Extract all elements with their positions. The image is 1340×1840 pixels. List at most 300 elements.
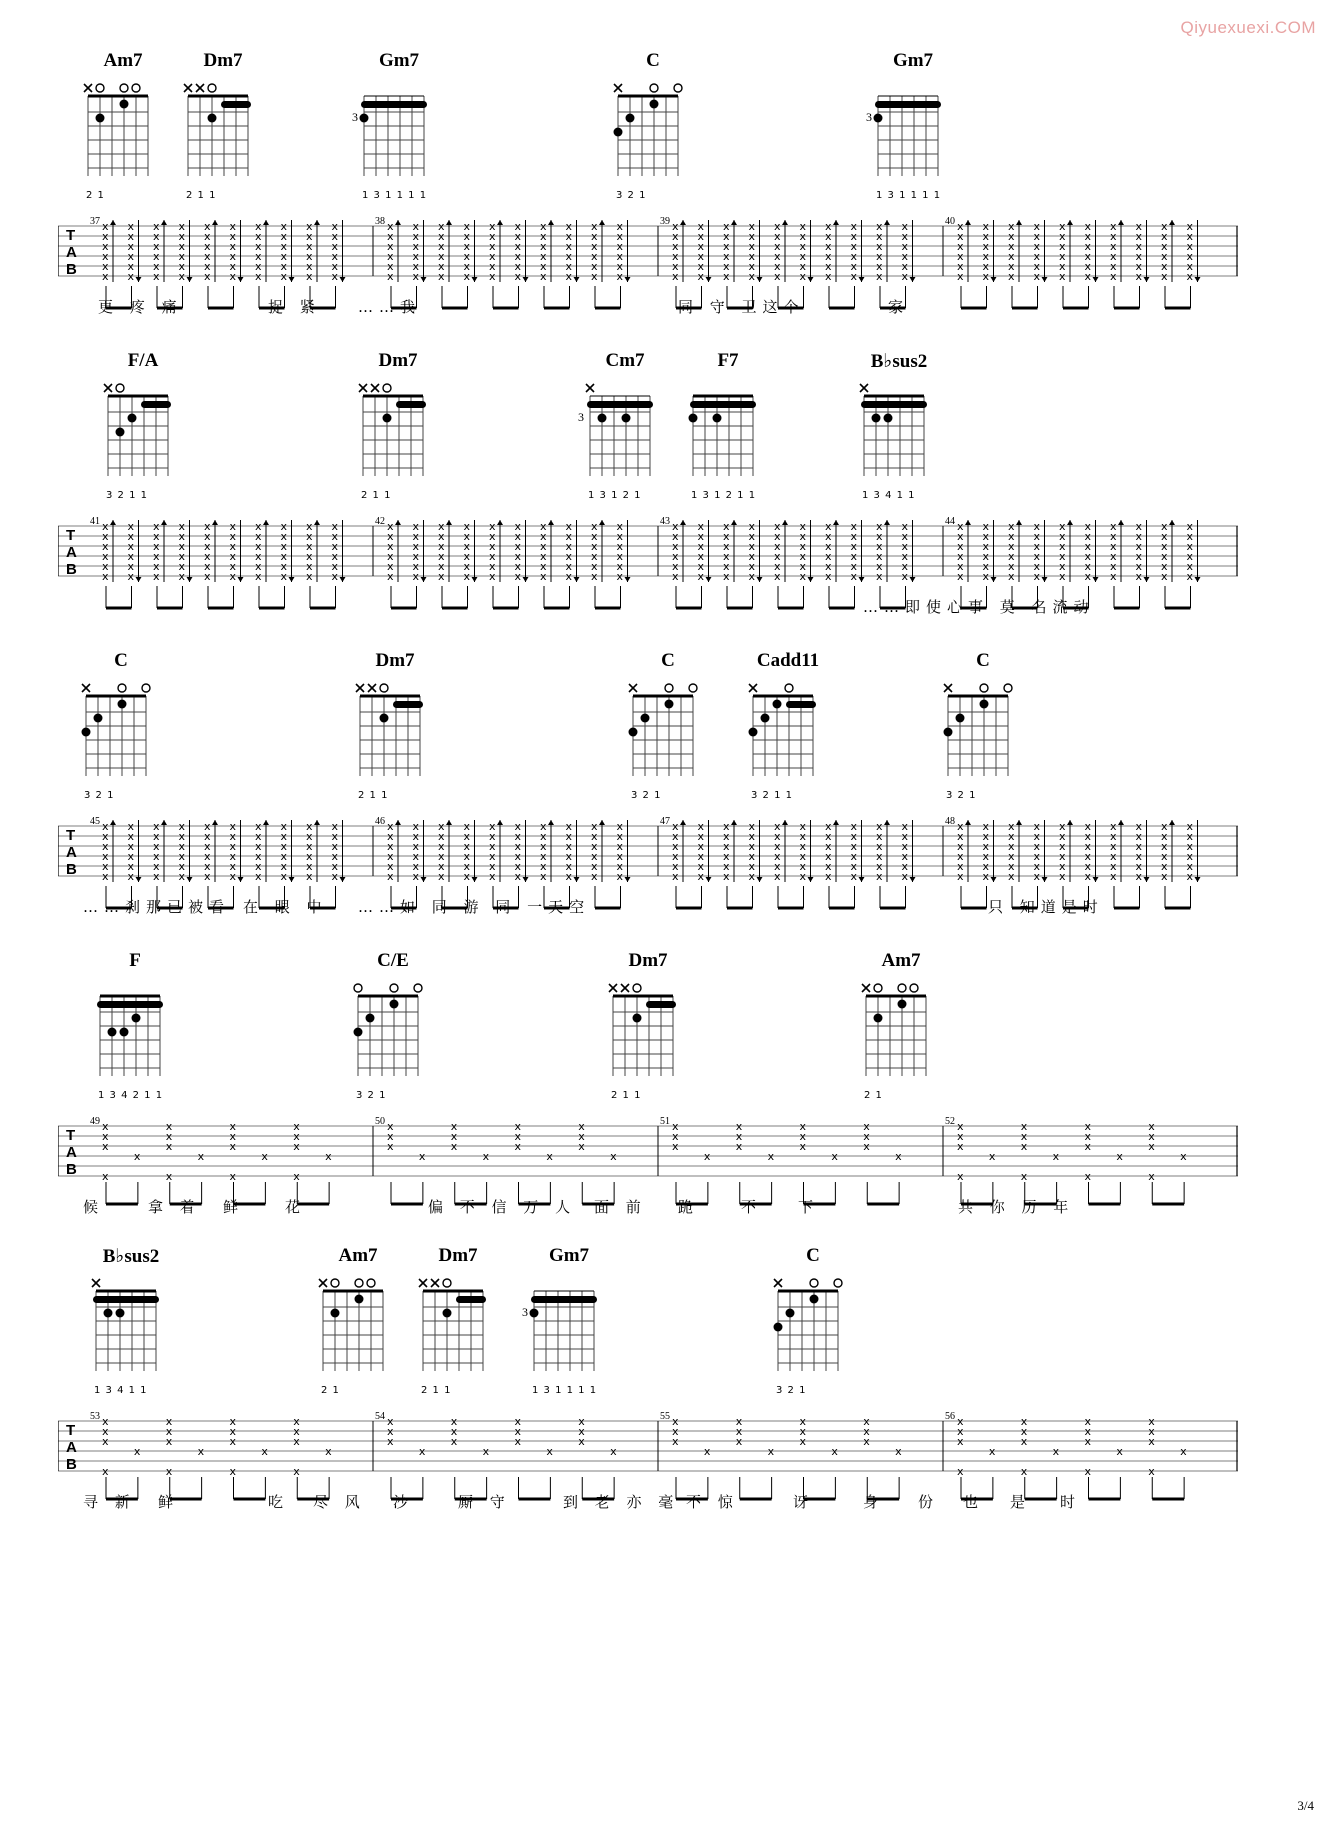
svg-text:x: x <box>127 860 135 873</box>
svg-text:x: x <box>1084 1120 1092 1133</box>
svg-text:x: x <box>331 220 339 233</box>
svg-text:x: x <box>450 1425 458 1438</box>
svg-text:x: x <box>540 270 547 283</box>
svg-text:x: x <box>1116 1445 1123 1458</box>
svg-text:x: x <box>387 830 394 843</box>
svg-text:x: x <box>1059 250 1066 263</box>
svg-text:x: x <box>331 550 339 563</box>
svg-text:x: x <box>748 830 756 843</box>
svg-text:x: x <box>1033 240 1041 253</box>
svg-text:x: x <box>774 530 781 543</box>
svg-text:x: x <box>774 220 781 233</box>
svg-text:x: x <box>165 1415 173 1428</box>
svg-text:x: x <box>957 1170 964 1183</box>
svg-text:x: x <box>514 870 522 883</box>
chord-name: C <box>646 50 660 71</box>
svg-text:x: x <box>1084 1140 1092 1153</box>
open-marker <box>810 1279 818 1287</box>
svg-text:x: x <box>102 830 109 843</box>
svg-text:x: x <box>438 540 445 553</box>
finger-numbers: 1 3 4 1 1 <box>94 1385 148 1396</box>
svg-text:x: x <box>1059 540 1066 553</box>
svg-text:x: x <box>748 820 756 833</box>
svg-text:x: x <box>748 260 756 273</box>
svg-text:x: x <box>255 540 262 553</box>
svg-text:x: x <box>799 1120 807 1133</box>
chord-name: F <box>129 950 141 971</box>
svg-text:x: x <box>850 560 858 573</box>
svg-text:x: x <box>127 220 135 233</box>
finger-dot <box>108 1028 117 1037</box>
svg-text:x: x <box>957 860 964 873</box>
svg-text:x: x <box>178 540 186 553</box>
chord-diagram <box>353 376 445 506</box>
svg-text:x: x <box>1186 530 1194 543</box>
svg-text:x: x <box>306 260 313 273</box>
svg-text:x: x <box>825 270 832 283</box>
svg-text:x: x <box>672 570 679 583</box>
measure-number: 51 <box>660 1116 670 1127</box>
svg-text:x: x <box>957 1130 964 1143</box>
svg-text:x: x <box>463 520 471 533</box>
lyric-text: 不 <box>741 1198 763 1216</box>
score-system <box>58 350 1298 640</box>
chord-name: F7 <box>717 350 739 371</box>
svg-text:x: x <box>799 220 807 233</box>
svg-text:x: x <box>133 1150 141 1163</box>
svg-text:x: x <box>1135 560 1143 573</box>
svg-text:x: x <box>957 260 964 273</box>
svg-text:x: x <box>1059 820 1066 833</box>
chord-name: Dm7 <box>375 650 415 671</box>
finger-numbers: 2 1 1 <box>361 490 392 501</box>
svg-text:x: x <box>1186 230 1194 243</box>
chord-diagram <box>768 1271 860 1401</box>
svg-text:x: x <box>723 230 730 243</box>
svg-text:x: x <box>1008 220 1015 233</box>
svg-text:x: x <box>565 220 573 233</box>
svg-text:x: x <box>1059 220 1066 233</box>
svg-text:x: x <box>957 520 964 533</box>
svg-text:x: x <box>1186 270 1194 283</box>
svg-text:x: x <box>672 1415 679 1428</box>
svg-text:x: x <box>102 1140 109 1153</box>
svg-text:x: x <box>1033 540 1041 553</box>
svg-text:x: x <box>799 840 807 853</box>
chord-name: F/A <box>127 350 159 371</box>
svg-text:x: x <box>127 520 135 533</box>
svg-text:x: x <box>825 240 832 253</box>
measure-number: 54 <box>375 1411 385 1422</box>
lyric-text: 只 知道是时 <box>988 898 1104 916</box>
svg-text:x: x <box>774 860 781 873</box>
chord-diagram <box>98 376 190 506</box>
svg-text:x: x <box>438 260 445 273</box>
svg-text:x: x <box>178 840 186 853</box>
finger-dot <box>530 1309 539 1318</box>
svg-text:x: x <box>901 520 909 533</box>
svg-text:x: x <box>1135 260 1143 273</box>
svg-text:x: x <box>1135 250 1143 263</box>
chord-diagram <box>854 376 946 506</box>
svg-text:x: x <box>697 530 705 543</box>
measure-number: 44 <box>945 516 955 527</box>
svg-text:x: x <box>895 1445 902 1458</box>
finger-dot <box>761 714 770 723</box>
finger-dot <box>884 414 893 423</box>
svg-text:x: x <box>489 540 496 553</box>
open-marker <box>367 1279 375 1287</box>
svg-text:x: x <box>463 270 471 283</box>
svg-text:x: x <box>1008 230 1015 243</box>
lyric-text: 捉 紧 <box>268 298 321 316</box>
svg-text:x: x <box>672 560 679 573</box>
svg-text:x: x <box>901 270 909 283</box>
svg-text:x: x <box>723 830 730 843</box>
svg-text:x: x <box>540 830 547 843</box>
svg-text:x: x <box>255 270 262 283</box>
svg-text:x: x <box>127 840 135 853</box>
svg-text:x: x <box>565 860 573 873</box>
svg-text:x: x <box>280 570 288 583</box>
svg-text:x: x <box>229 1425 237 1438</box>
svg-text:x: x <box>1186 820 1194 833</box>
svg-text:x: x <box>514 230 522 243</box>
svg-text:x: x <box>1008 550 1015 563</box>
svg-text:B: B <box>66 1456 77 1473</box>
finger-numbers: 1 3 1 2 1 <box>588 490 642 501</box>
measure-number: 53 <box>90 1411 100 1422</box>
svg-text:x: x <box>229 230 237 243</box>
barre-mark <box>93 1296 159 1303</box>
svg-text:x: x <box>825 540 832 553</box>
svg-text:x: x <box>774 850 781 863</box>
svg-text:x: x <box>450 1120 458 1133</box>
svg-text:x: x <box>1008 830 1015 843</box>
svg-text:x: x <box>697 250 705 263</box>
svg-text:x: x <box>540 840 547 853</box>
svg-text:x: x <box>1059 240 1066 253</box>
finger-dot <box>786 1309 795 1318</box>
svg-text:x: x <box>412 230 420 243</box>
svg-text:x: x <box>723 240 730 253</box>
svg-text:x: x <box>204 570 211 583</box>
svg-text:x: x <box>578 1140 585 1153</box>
svg-text:x: x <box>616 240 624 253</box>
finger-dot <box>774 1323 783 1332</box>
mute-marker <box>82 684 90 692</box>
svg-text:x: x <box>102 530 109 543</box>
svg-text:x: x <box>165 1435 173 1448</box>
svg-text:x: x <box>1020 1435 1028 1448</box>
svg-text:x: x <box>1008 540 1015 553</box>
svg-text:x: x <box>204 560 211 573</box>
svg-text:x: x <box>672 540 679 553</box>
finger-dot <box>355 1295 364 1304</box>
svg-text:x: x <box>616 540 624 553</box>
barre-mark <box>646 1001 676 1008</box>
chord-diagram <box>178 76 270 206</box>
finger-dot <box>980 700 989 709</box>
svg-text:x: x <box>982 270 990 283</box>
svg-text:x: x <box>1148 1140 1155 1153</box>
svg-text:x: x <box>463 820 471 833</box>
svg-text:x: x <box>1033 530 1041 543</box>
svg-text:x: x <box>850 240 858 253</box>
svg-text:x: x <box>1110 550 1117 563</box>
svg-text:x: x <box>540 230 547 243</box>
svg-text:x: x <box>1110 240 1117 253</box>
svg-text:x: x <box>982 250 990 263</box>
open-marker <box>898 984 906 992</box>
svg-text:x: x <box>723 540 730 553</box>
measure-number: 46 <box>375 816 385 827</box>
svg-text:x: x <box>438 270 445 283</box>
svg-text:x: x <box>957 850 964 863</box>
lyric-text: 偏 不 信 万 人 <box>428 1198 577 1216</box>
svg-text:x: x <box>748 220 756 233</box>
svg-text:x: x <box>255 850 262 863</box>
svg-text:T: T <box>66 827 76 844</box>
svg-text:x: x <box>565 850 573 863</box>
svg-text:x: x <box>774 520 781 533</box>
svg-text:x: x <box>774 570 781 583</box>
svg-text:x: x <box>293 1130 300 1143</box>
svg-text:x: x <box>463 830 471 843</box>
svg-text:x: x <box>1059 560 1066 573</box>
svg-text:x: x <box>1110 270 1117 283</box>
measure-number: 38 <box>375 216 385 227</box>
svg-text:x: x <box>331 840 339 853</box>
measure-number: 55 <box>660 1411 670 1422</box>
svg-text:x: x <box>412 220 420 233</box>
svg-text:x: x <box>1020 1140 1028 1153</box>
svg-text:x: x <box>540 250 547 263</box>
svg-text:x: x <box>1033 250 1041 263</box>
svg-text:x: x <box>514 860 522 873</box>
finger-dot <box>366 1014 375 1023</box>
chord-name: Am7 <box>103 50 143 71</box>
svg-text:x: x <box>387 220 394 233</box>
svg-text:x: x <box>774 540 781 553</box>
svg-text:x: x <box>229 830 237 843</box>
svg-text:x: x <box>280 540 288 553</box>
svg-text:x: x <box>1084 560 1092 573</box>
svg-text:x: x <box>672 220 679 233</box>
svg-text:x: x <box>901 250 909 263</box>
svg-text:x: x <box>591 250 598 263</box>
svg-text:x: x <box>1186 830 1194 843</box>
lyric-text: ……我 <box>358 298 422 316</box>
svg-text:x: x <box>514 520 522 533</box>
svg-text:x: x <box>1161 570 1168 583</box>
svg-text:x: x <box>1084 530 1092 543</box>
svg-text:x: x <box>825 260 832 273</box>
svg-text:x: x <box>1186 860 1194 873</box>
svg-text:x: x <box>229 220 237 233</box>
svg-text:x: x <box>672 860 679 873</box>
svg-text:x: x <box>799 870 807 883</box>
svg-text:x: x <box>1110 530 1117 543</box>
svg-text:x: x <box>514 270 522 283</box>
svg-text:x: x <box>850 870 858 883</box>
chord-name: Am7 <box>338 1245 378 1266</box>
svg-text:x: x <box>591 870 598 883</box>
svg-text:x: x <box>723 250 730 263</box>
svg-text:x: x <box>901 530 909 543</box>
svg-text:x: x <box>697 520 705 533</box>
svg-text:x: x <box>799 530 807 543</box>
svg-text:x: x <box>387 540 394 553</box>
svg-text:x: x <box>697 860 705 873</box>
svg-text:x: x <box>280 850 288 863</box>
svg-text:x: x <box>616 830 624 843</box>
svg-text:x: x <box>153 850 160 863</box>
open-marker <box>118 684 126 692</box>
svg-text:x: x <box>293 1415 300 1428</box>
svg-text:x: x <box>514 840 522 853</box>
svg-text:x: x <box>387 1130 394 1143</box>
mute-marker <box>92 1279 100 1287</box>
svg-text:x: x <box>1148 1120 1155 1133</box>
finger-dot <box>749 728 758 737</box>
svg-text:x: x <box>850 220 858 233</box>
open-marker <box>665 684 673 692</box>
barre-mark <box>531 1296 597 1303</box>
svg-text:x: x <box>387 230 394 243</box>
svg-text:x: x <box>672 1140 679 1153</box>
open-marker <box>443 1279 451 1287</box>
svg-text:x: x <box>825 230 832 243</box>
svg-text:x: x <box>127 270 135 283</box>
lyric-text: 到 老 亦 毫 <box>563 1493 680 1511</box>
lyric-text: 沙 <box>393 1493 415 1511</box>
svg-text:x: x <box>412 820 420 833</box>
svg-text:x: x <box>723 820 730 833</box>
svg-text:x: x <box>1008 260 1015 273</box>
svg-text:x: x <box>178 560 186 573</box>
svg-text:x: x <box>153 520 160 533</box>
svg-text:x: x <box>799 1425 807 1438</box>
svg-text:x: x <box>1020 1130 1028 1143</box>
svg-text:x: x <box>825 560 832 573</box>
mute-marker <box>371 384 379 392</box>
svg-text:x: x <box>591 570 598 583</box>
svg-text:x: x <box>204 820 211 833</box>
svg-text:x: x <box>1033 260 1041 273</box>
svg-text:A: A <box>66 1144 77 1161</box>
svg-text:x: x <box>514 1120 522 1133</box>
svg-text:x: x <box>748 870 756 883</box>
lyric-text: 吃 <box>268 1493 290 1511</box>
svg-text:x: x <box>412 860 420 873</box>
svg-text:x: x <box>616 260 624 273</box>
svg-text:x: x <box>412 560 420 573</box>
finger-dot <box>116 1309 125 1318</box>
barre-mark <box>393 701 423 708</box>
open-marker <box>1004 684 1012 692</box>
svg-text:x: x <box>1161 520 1168 533</box>
svg-text:x: x <box>723 550 730 563</box>
svg-text:x: x <box>863 1140 870 1153</box>
svg-text:x: x <box>1084 1130 1092 1143</box>
svg-text:x: x <box>102 850 109 863</box>
svg-text:x: x <box>306 870 313 883</box>
svg-text:x: x <box>748 570 756 583</box>
lyric-text: 寻 新 <box>83 1493 136 1511</box>
svg-text:x: x <box>255 560 262 573</box>
svg-text:x: x <box>591 520 598 533</box>
svg-text:x: x <box>1135 540 1143 553</box>
svg-text:x: x <box>1084 1415 1092 1428</box>
svg-text:x: x <box>482 1150 490 1163</box>
svg-text:x: x <box>799 1130 807 1143</box>
svg-text:x: x <box>672 870 679 883</box>
svg-text:x: x <box>825 830 832 843</box>
chord-diagram <box>413 1271 505 1401</box>
svg-text:x: x <box>204 860 211 873</box>
svg-text:x: x <box>133 1445 141 1458</box>
svg-text:x: x <box>463 240 471 253</box>
lyric-text: ……刹那已被看 <box>83 898 231 916</box>
svg-text:x: x <box>565 260 573 273</box>
svg-text:x: x <box>748 270 756 283</box>
svg-text:x: x <box>280 230 288 243</box>
svg-text:x: x <box>153 840 160 853</box>
svg-text:x: x <box>1186 570 1194 583</box>
svg-text:x: x <box>1059 840 1066 853</box>
svg-text:x: x <box>1186 250 1194 263</box>
measure-number: 42 <box>375 516 385 527</box>
svg-text:x: x <box>616 270 624 283</box>
svg-text:x: x <box>178 260 186 273</box>
svg-text:x: x <box>255 820 262 833</box>
svg-text:x: x <box>438 860 445 873</box>
svg-text:x: x <box>1084 1435 1092 1448</box>
mute-marker <box>368 684 376 692</box>
svg-text:x: x <box>982 520 990 533</box>
finger-numbers: 3 2 1 <box>776 1385 807 1396</box>
finger-dot <box>104 1309 113 1318</box>
svg-text:x: x <box>102 1435 109 1448</box>
svg-text:x: x <box>799 540 807 553</box>
svg-text:x: x <box>850 250 858 263</box>
svg-text:x: x <box>204 850 211 863</box>
lyric-text: 同 守 卫这个 <box>678 298 805 316</box>
finger-dot <box>128 414 137 423</box>
svg-text:x: x <box>261 1150 268 1163</box>
svg-text:x: x <box>255 870 262 883</box>
svg-text:x: x <box>1186 220 1194 233</box>
svg-text:x: x <box>540 560 547 573</box>
svg-text:x: x <box>901 220 909 233</box>
open-marker <box>674 84 682 92</box>
svg-text:x: x <box>1033 230 1041 243</box>
svg-text:x: x <box>591 560 598 573</box>
svg-text:x: x <box>204 540 211 553</box>
svg-text:x: x <box>514 1140 522 1153</box>
mute-marker <box>431 1279 439 1287</box>
open-marker <box>390 984 398 992</box>
svg-text:x: x <box>489 260 496 273</box>
svg-text:x: x <box>672 240 679 253</box>
svg-text:x: x <box>1135 530 1143 543</box>
svg-text:x: x <box>514 250 522 263</box>
svg-text:x: x <box>748 520 756 533</box>
svg-text:x: x <box>514 220 522 233</box>
svg-text:x: x <box>412 250 420 263</box>
svg-text:x: x <box>982 260 990 273</box>
